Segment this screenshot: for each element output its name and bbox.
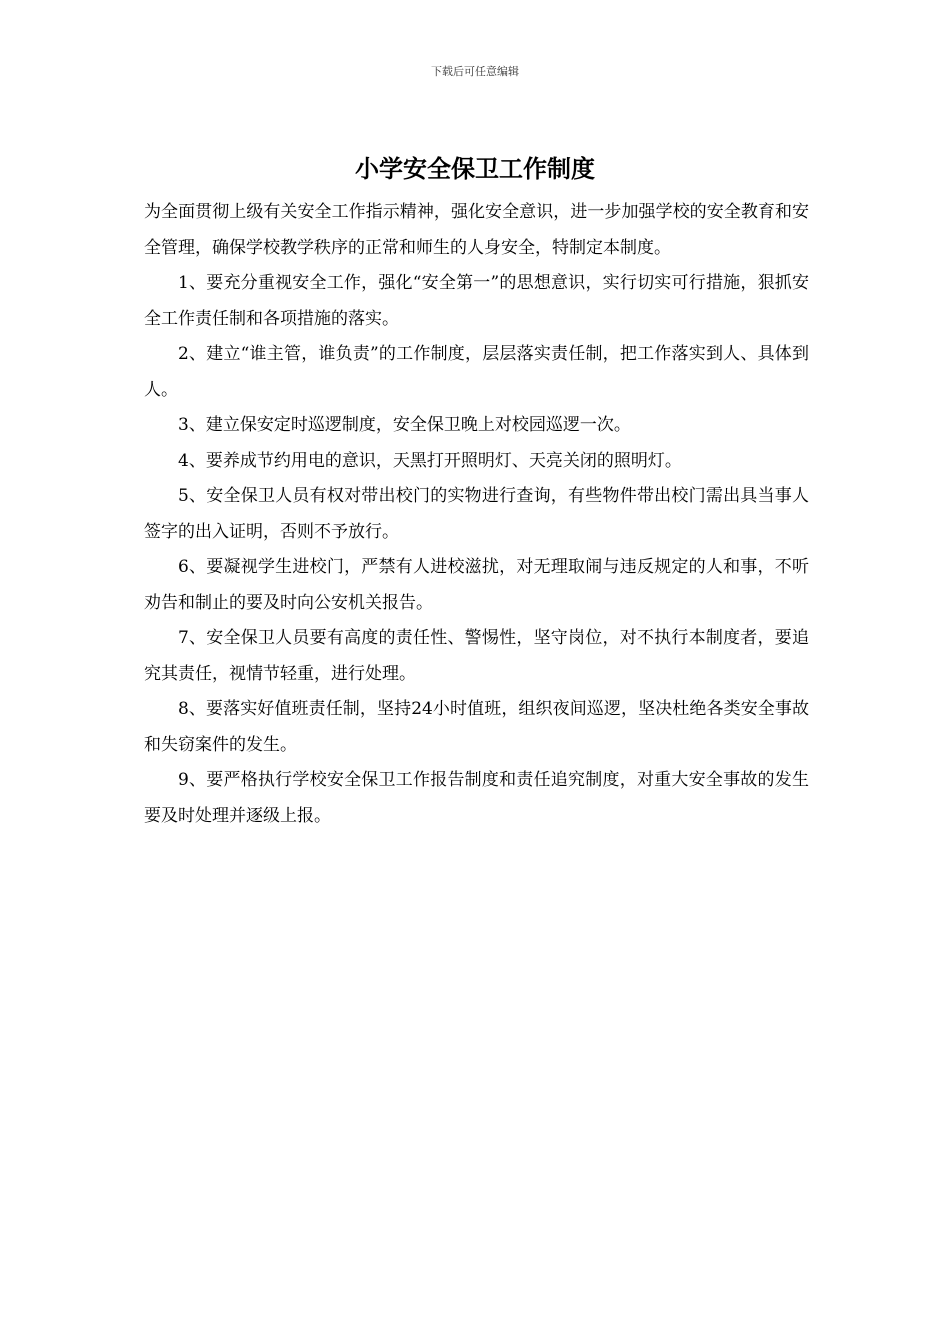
rule-item-5: 5、安全保卫人员有权对带出校门的实物进行查询，有些物件带出校门需出具当事人签字的出入证明，否则不予放行。 [144, 486, 809, 542]
rule-item-3: 3、建立保安定时巡逻制度，安全保卫晚上对校园巡逻一次。 [178, 415, 631, 435]
rule-item-7: 7、安全保卫人员要有高度的责任性、警惕性，坚守岗位，对不执行本制度者，要追究其责任，视情节轻重，进行处理。 [144, 628, 809, 684]
intro-paragraph: 为全面贯彻上级有关安全工作指示精神，强化安全意识，进一步加强学校的安全教育和安全管理，确保学校教学秩序的正常和师生的人身安全，特制定本制度。 [144, 202, 809, 258]
rule-item-4: 4、要养成节约用电的意识，天黑打开照明灯、天亮关闭的照明灯。 [178, 450, 682, 471]
rule-item-8: 8、要落实好值班责任制，坚持24小时值班，组织夜间巡逻，坚决杜绝各类安全事故和失窃案件的发生。 [144, 699, 809, 755]
page-header-note: 下载后可任意编辑 [431, 65, 519, 78]
rule-item-6: 6、要凝视学生进校门，严禁有人进校滋扰，对无理取闹与违反规定的人和事，不听劝告和制止的要及时向公安机关报告。 [144, 557, 809, 613]
rule-item-1: 1、要充分重视安全工作，强化“安全第一”的思想意识，实行切实可行措施，狠抓安全工作责任制和各项措施的落实。 [144, 273, 809, 329]
document-title: 小学安全保卫工作制度 [355, 155, 595, 183]
rule-item-9: 9、要严格执行学校安全保卫工作报告制度和责任追究制度，对重大安全事故的发生要及时处理并逐级上报。 [144, 770, 809, 826]
rule-item-2: 2、建立“谁主管，谁负责”的工作制度，层层落实责任制，把工作落实到人、具体到人。 [144, 344, 809, 400]
document-body [144, 195, 809, 834]
